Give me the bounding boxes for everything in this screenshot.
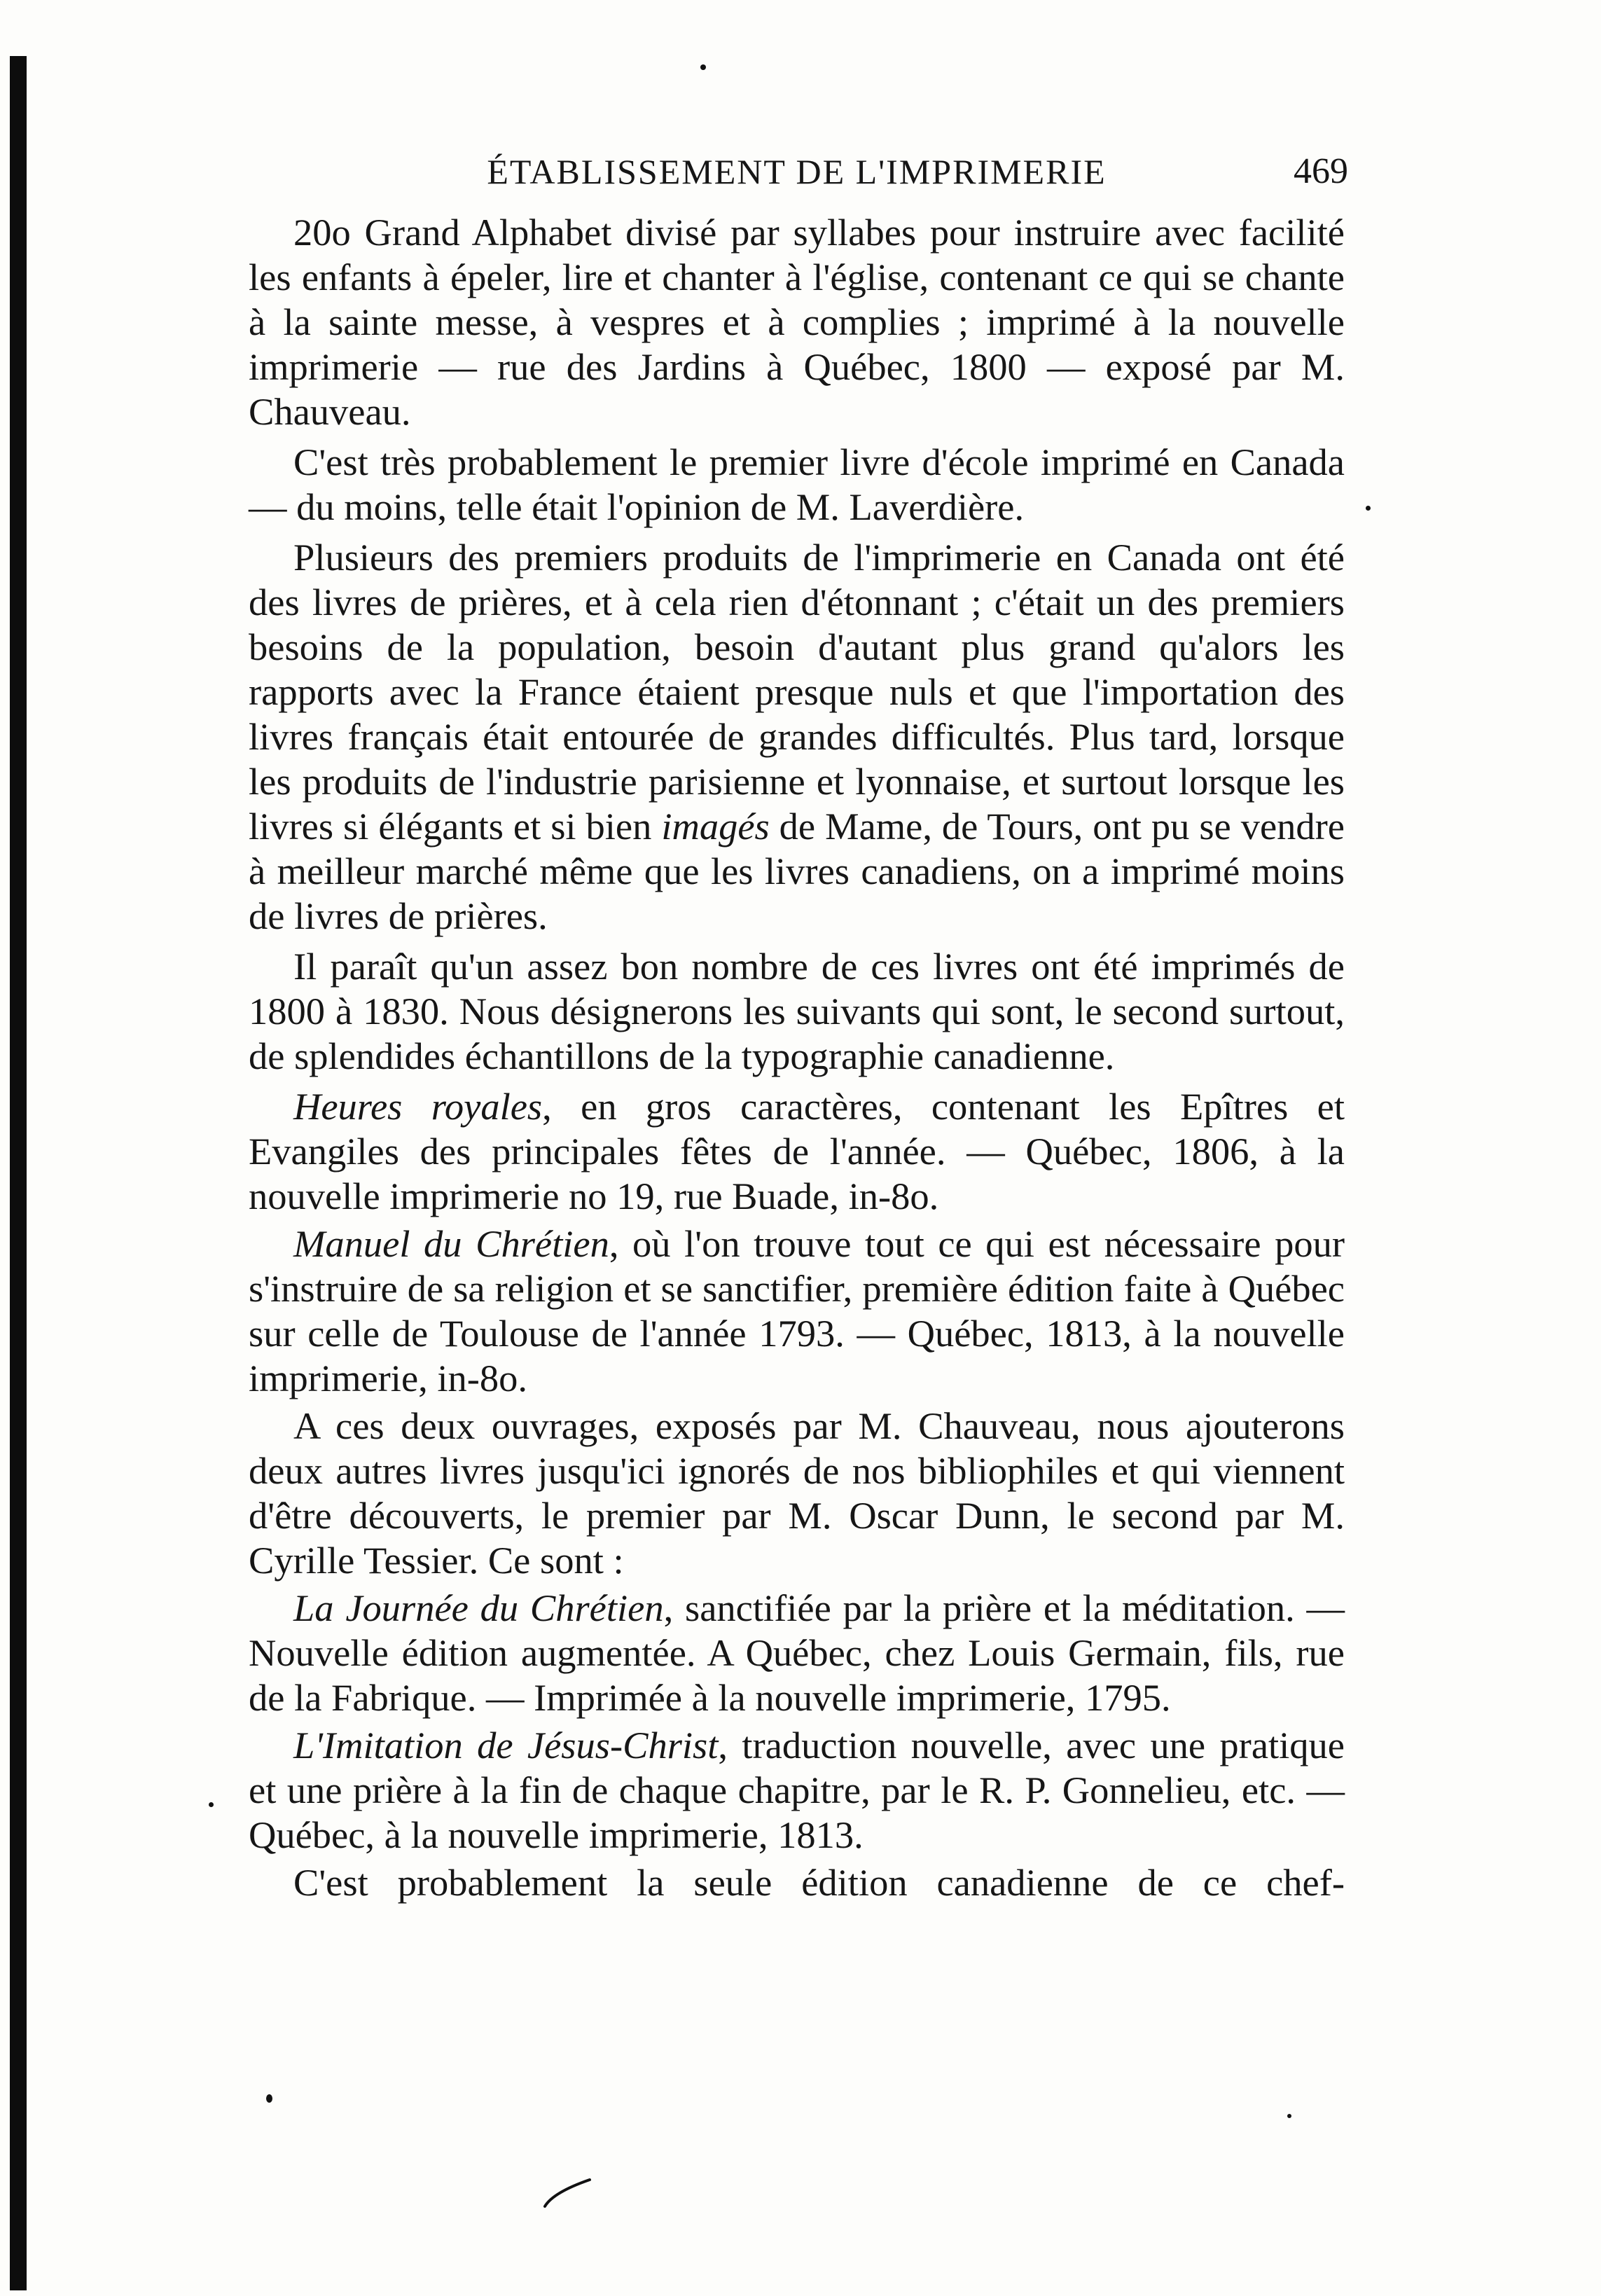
- paragraph-livres-de-prieres: [249, 535, 1345, 939]
- text-segment: Plusieurs des premiers produits de l'imprimerie en Canada ont été des livres de prières, et à cela rien d'étonnant ; c'était un des premiers besoins de la population, besoin d'autant plus grand qu'alors les rapports avec la France étaient presque nuls et que l'importation des livres français était entourée de grandes difficultés. Plus tard, lorsque les produits de l'industrie parisienne et lyonnaise, et surtout lorsque les livres si élégants et si bien: [249, 536, 1345, 848]
- page-number: 469: [1294, 151, 1348, 191]
- entry-manuel-du-chretien: [249, 1222, 1345, 1401]
- entry-description: , sanctifiée par la prière et la méditation. — Nouvelle édition augmentée. A Québec, chez Louis Germain, fils, rue de la Fabrique. — Imprimée à la nouvelle imprimerie, 1795.: [249, 1586, 1345, 1719]
- entry-description: , où l'on trouve tout ce qui est nécessaire pour s'instruire de sa religion et se sanctifier, première édition faite à Québec sur celle de Toulouse de l'année 1793. — Québec, 1813, à la nouvelle imprimerie, in-8o.: [249, 1222, 1345, 1399]
- paragraph-bon-nombre: Il paraît qu'un assez bon nombre de ces livres ont été imprimés de 1800 à 1830. Nous désignerons les suivants qui sont, le second surtout, de splendides échantillons de la typographie canadienne.: [249, 945, 1345, 1077]
- paragraph-grand-alphabet: 20o Grand Alphabet divisé par syllabes pour instruire avec facilité les enfants à épeler, lire et chanter à l'église, contenant ce qui se chante à la sainte messe, à vespres et à complies ; imprimé à la nouvelle imprimerie — rue des Jardins à Québec, 1800 — exposé par M. Chauveau.: [249, 211, 1345, 433]
- scan-speck: [1366, 506, 1371, 511]
- entry-description: , traduction nouvelle, avec une pratique et une prière à la fin de chaque chapitre, par le R. P. Gonnelieu, etc. — Québec, à la nouvelle imprimerie, 1813.: [249, 1724, 1345, 1856]
- running-head: [245, 144, 1348, 200]
- running-title: ÉTABLISSEMENT DE L'IMPRIMERIE: [487, 152, 1107, 191]
- scan-speck: [266, 2094, 272, 2103]
- book-title: Heures royales: [293, 1085, 543, 1128]
- italic-term: imagés: [661, 805, 770, 848]
- book-title: La Journée du Chrétien: [293, 1586, 664, 1629]
- paragraph-seule-edition: C'est probablement la seule édition canadienne de ce chef-: [293, 1861, 1345, 1904]
- pen-stroke-mark: [539, 2171, 595, 2213]
- text-segment: de Mame, de Tours, ont pu se vendre à meilleur marché même que les livres canadiens, on a imprimé moins de livres de prières.: [249, 805, 1345, 937]
- paragraph-deux-ouvrages: A ces deux ouvrages, exposés par M. Chauveau, nous ajouterons deux autres livres jusqu'ici ignorés de nos bibliophiles et qui viennent d'être découverts, le premier par M. Oscar Dunn, le second par M. Cyrille Tessier. Ce sont :: [249, 1404, 1345, 1582]
- book-title: L'Imitation de Jésus-Christ: [293, 1724, 719, 1766]
- scan-speck: [700, 64, 706, 70]
- entry-heures-royales: [249, 1084, 1345, 1219]
- entry-description: , en gros caractères, contenant les Epîtres et Evangiles des principales fêtes de l'année. — Québec, 1806, à la nouvelle imprimerie no 19, rue Buade, in-8o.: [249, 1085, 1345, 1217]
- body-text: [249, 210, 1345, 1911]
- paragraph-premier-livre: C'est très probablement le premier livre d'école imprimé en Canada — du moins, telle était l'opinion de M. Laverdière.: [249, 441, 1345, 528]
- entry-journee-du-chretien: [249, 1586, 1345, 1720]
- book-title: Manuel du Chrétien: [293, 1222, 609, 1265]
- scan-speck: [1287, 2114, 1291, 2118]
- binding-edge: [10, 56, 27, 2290]
- scan-speck: [209, 1802, 214, 1807]
- entry-imitation-de-jesus-christ: [249, 1723, 1345, 1858]
